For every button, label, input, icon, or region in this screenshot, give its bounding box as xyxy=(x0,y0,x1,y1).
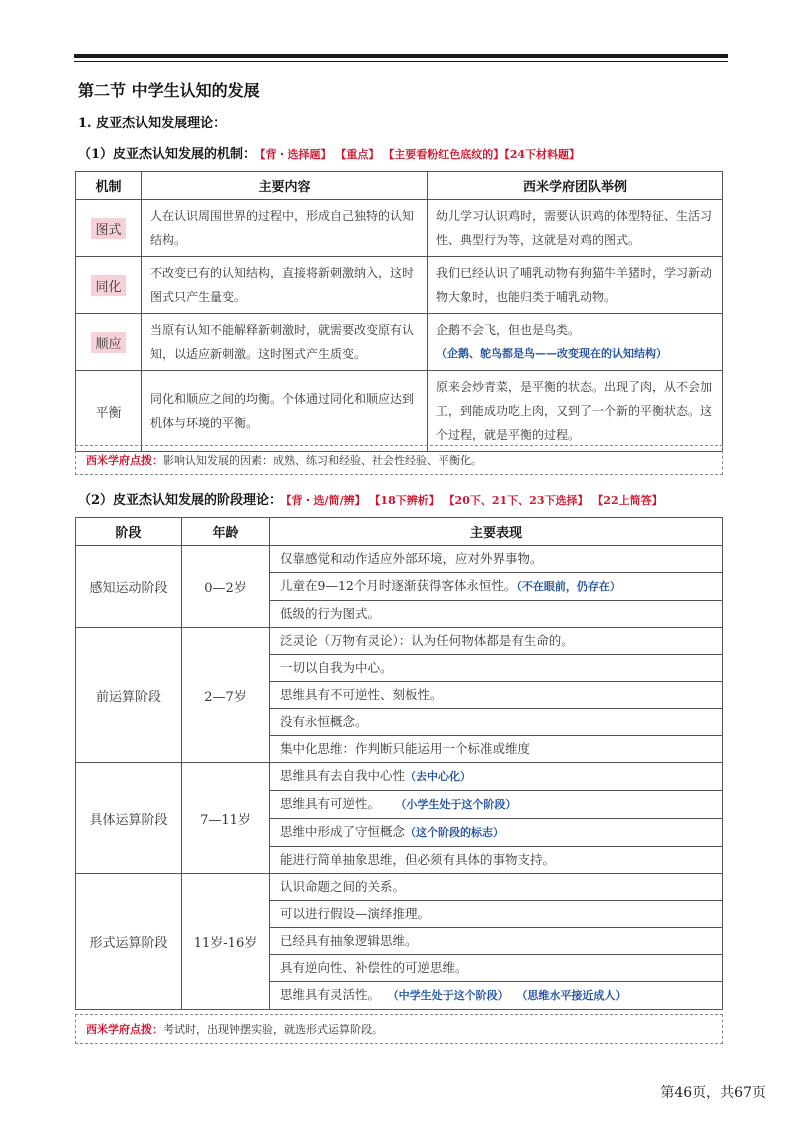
example-text: 企鹅不会飞，但也是鸟类。 xyxy=(436,323,581,337)
performance-cell xyxy=(270,982,723,1010)
performance-cell xyxy=(270,791,723,819)
example-cell: 原来会炒青菜，是平衡的状态。出现了肉，从不会加工，到能成功吃上肉，又到了一个新的平衡状态。这个过程，就是平衡的过程。 xyxy=(428,371,723,452)
age-cell: 11岁-16岁 xyxy=(182,874,270,1010)
performance-cell xyxy=(270,601,723,628)
mechanism-label: 顺应 xyxy=(91,332,125,353)
performance-cell xyxy=(270,682,723,709)
part2-title-text: （2）皮亚杰认知发展的阶段理论： xyxy=(78,493,283,508)
performance-text: 仅靠感觉和动作适应外部环境，应对外界事物。 xyxy=(280,551,543,566)
mechanism-cell xyxy=(76,200,142,257)
performance-text: 低级的行为图式。 xyxy=(280,606,381,621)
performance-note: （去中心化） xyxy=(405,770,472,783)
performance-cell xyxy=(270,901,723,928)
part1-title-text: （1）皮亚杰认知发展的机制： xyxy=(78,147,257,162)
part1-title xyxy=(78,143,580,162)
table-row xyxy=(76,257,723,314)
tip-lead: 西米学府点拨： xyxy=(86,454,163,467)
mechanism-cell xyxy=(76,257,142,314)
table-row xyxy=(76,546,723,573)
content-cell: 人在认识周围世界的过程中，形成自己独特的认知结构。 xyxy=(142,200,428,257)
part2-tags: 【背・选/简/辨】 【18下辨析】 【20下、21下、23下选择】 【22上简答】 xyxy=(286,494,663,507)
performance-cell xyxy=(270,573,723,601)
mechanism-label: 平衡 xyxy=(95,405,122,421)
performance-text: 思维具有去自我中心性 xyxy=(280,768,406,783)
performance-cell xyxy=(270,928,723,955)
performance-text: 思维具有不可逆性、刻板性。 xyxy=(280,687,443,702)
sub-title: 1. 皮亚杰认知发展理论： xyxy=(78,116,227,131)
content-cell: 不改变已有的认知结构，直接将新刺激纳入，这时图式只产生量变。 xyxy=(142,257,428,314)
tip-box-1 xyxy=(75,445,723,475)
performance-text: 泛灵论（万物有灵论）：认为任何物体都是有生命的。 xyxy=(280,633,574,648)
table-row xyxy=(76,200,723,257)
table-row xyxy=(76,314,723,371)
col-header-stage: 阶段 xyxy=(76,518,182,546)
header-rule-thin xyxy=(74,61,728,62)
performance-note: （中学生处于这个阶段） （思维水平接近成人） xyxy=(380,989,627,1002)
mechanism-label: 同化 xyxy=(91,275,125,296)
tip-box-2 xyxy=(75,1014,723,1044)
performance-text: 具有逆向性、补偿性的可逆思维。 xyxy=(280,960,468,975)
performance-text: 儿童在9—12个月时逐渐获得客体永恒性。 xyxy=(280,578,517,593)
performance-text: 思维具有可逆性。 xyxy=(280,796,381,811)
performance-text: 可以进行假设—演绎推理。 xyxy=(280,906,431,921)
content-cell: 当原有认知不能解释新刺激时，就需要改变原有认知，以适应新刺激。这时图式产生质变。 xyxy=(142,314,428,371)
performance-cell xyxy=(270,955,723,982)
tip-lead: 西米学府点拨： xyxy=(86,1023,163,1036)
performance-text: 集中化思维：作判断只能运用一个标准或维度 xyxy=(280,741,531,756)
performance-cell xyxy=(270,709,723,736)
tip-text: 影响认知发展的因素：成熟、练习和经验、社会性经验、平衡化。 xyxy=(163,454,482,467)
part2-title xyxy=(78,489,663,508)
performance-text: 认识命题之间的关系。 xyxy=(280,879,406,894)
performance-text: 思维具有灵活性。 xyxy=(280,987,381,1002)
mechanism-cell xyxy=(76,314,142,371)
example-cell: 幼儿学习认识鸡时，需要认识鸡的体型特征、生活习性、典型行为等，这就是对鸡的图式。 xyxy=(428,200,723,257)
performance-cell xyxy=(270,736,723,763)
performance-cell xyxy=(270,628,723,655)
table-header-row xyxy=(76,172,723,200)
col-header-age: 年龄 xyxy=(182,518,270,546)
mechanism-table xyxy=(75,171,723,452)
performance-note: （不在眼前，仍存在） xyxy=(516,580,621,593)
example-cell xyxy=(428,314,723,371)
performance-cell xyxy=(270,819,723,847)
stage-cell: 形式运算阶段 xyxy=(76,874,182,1010)
performance-text: 一切以自我为中心。 xyxy=(280,660,393,675)
stage-table xyxy=(75,517,723,1010)
tip-text: 考试时，出现钟摆实验，就选形式运算阶段。 xyxy=(163,1023,383,1036)
table-row xyxy=(76,371,723,452)
example-note: （企鹅、鸵鸟都是鸟——改变现在的认知结构） xyxy=(436,347,667,360)
performance-cell xyxy=(270,763,723,791)
age-cell: 7—11岁 xyxy=(182,763,270,874)
performance-note: （小学生处于这个阶段） xyxy=(380,798,517,811)
performance-note: （这个阶段的标志） xyxy=(405,826,505,839)
page-number: 第46页，共67页 xyxy=(660,1085,766,1101)
performance-cell xyxy=(270,546,723,573)
example-cell: 我们已经认识了哺乳动物有狗猫牛羊猪时，学习新动物大象时，也能归类于哺乳动物。 xyxy=(428,257,723,314)
stage-cell: 具体运算阶段 xyxy=(76,763,182,874)
table-row xyxy=(76,628,723,655)
performance-text: 思维中形成了守恒概念 xyxy=(280,824,406,839)
part1-tags: 【背・选择题】 【重点】 【主要看粉红色底纹的】【24下材料题】 xyxy=(260,148,581,161)
col-header-mechanism: 机制 xyxy=(76,172,142,200)
age-cell: 0—2岁 xyxy=(182,546,270,628)
col-header-performance: 主要表现 xyxy=(270,518,723,546)
age-cell: 2—7岁 xyxy=(182,628,270,763)
stage-cell: 前运算阶段 xyxy=(76,628,182,763)
col-header-content: 主要内容 xyxy=(142,172,428,200)
stage-cell: 感知运动阶段 xyxy=(76,546,182,628)
mechanism-label: 图式 xyxy=(91,218,125,239)
performance-text: 已经具有抽象逻辑思维。 xyxy=(280,933,418,948)
col-header-example: 西米学府团队举例 xyxy=(428,172,723,200)
content-cell: 同化和顺应之间的均衡。个体通过同化和顺应达到机体与环境的平衡。 xyxy=(142,371,428,452)
table-row xyxy=(76,874,723,901)
performance-cell xyxy=(270,847,723,874)
mechanism-cell xyxy=(76,371,142,452)
table-header-row xyxy=(76,518,723,546)
performance-cell xyxy=(270,874,723,901)
performance-cell xyxy=(270,655,723,682)
table-row xyxy=(76,763,723,791)
performance-text: 能进行简单抽象思维，但必须有具体的事物支持。 xyxy=(280,852,556,867)
header-rule-thick xyxy=(74,54,728,58)
performance-text: 没有永恒概念。 xyxy=(280,714,368,729)
section-title: 第二节 中学生认知的发展 xyxy=(78,81,260,100)
